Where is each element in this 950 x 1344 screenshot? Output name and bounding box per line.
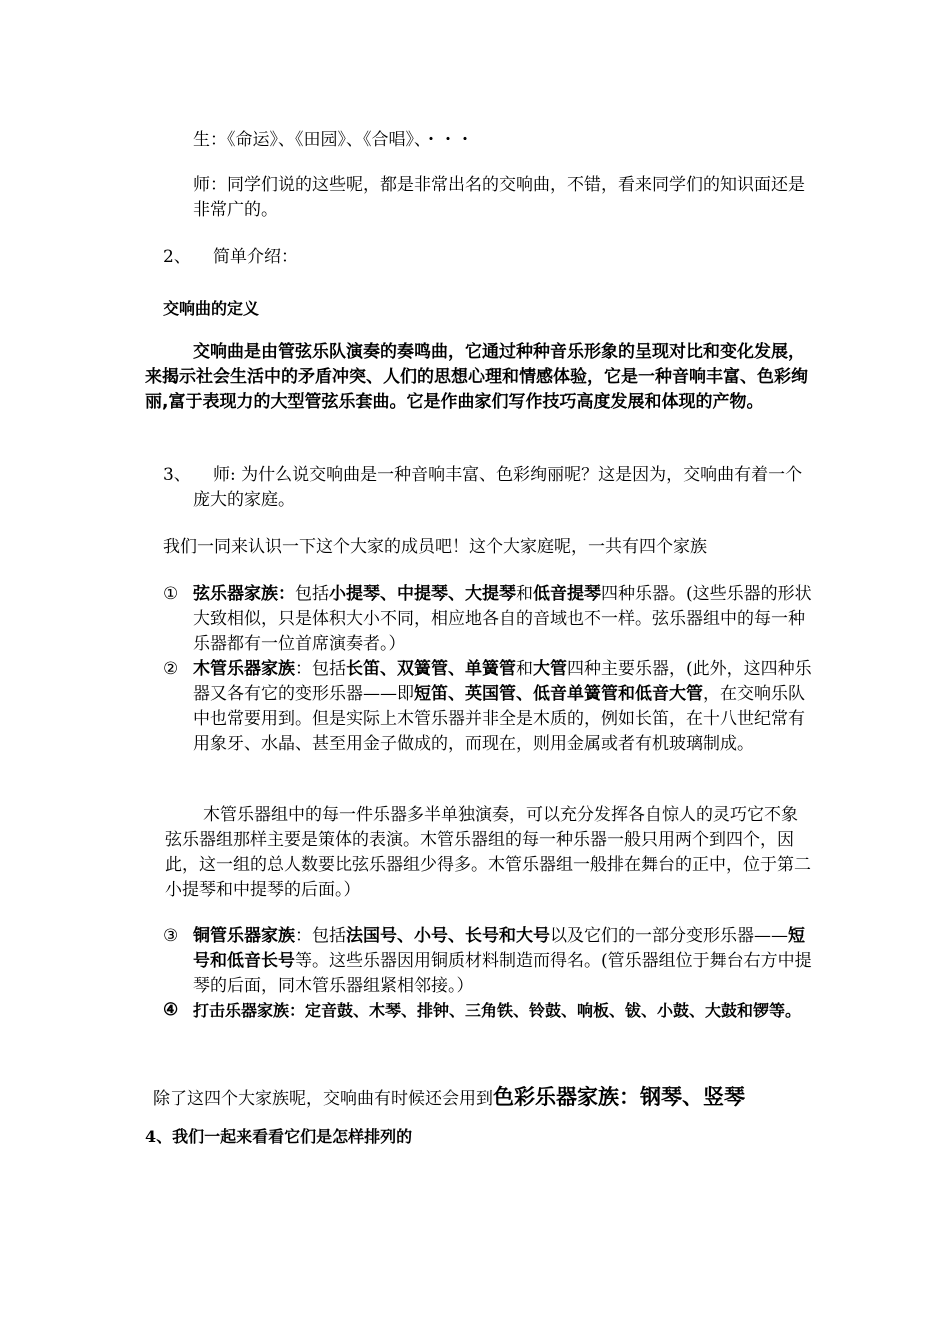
family-2-instruments: 长笛、双簧管、单簧管 [346,659,516,679]
family-2-desc: 四种主要乐器，(此外，这四种乐器又各有它的变形乐器——即 [193,659,812,704]
family-1-instruments: 小提琴、中提琴、大提琴 [329,584,516,604]
family-2-text [193,657,813,757]
family-1-bass: 低音提琴 [533,584,601,604]
color-family-title: 色彩乐器家族：钢琴、竖琴 [493,1084,745,1109]
definition-text: 交响曲是由管弦乐队演奏的奏鸣曲，它通过种种音乐形象的呈现对比和变化发展，来揭示社会生活中的矛盾冲突、人们的思想心理和情感体验，它是一种音响丰富、色彩绚丽,富于表现力的大型管弦乐套曲。它是作曲家们写作技巧高度发展和体现的产物。 [145,342,808,412]
family-2-title: 木管乐器家族 [193,659,295,679]
family-3-title: 铜管乐器家族 [193,926,295,946]
section-3-number: 3、 [163,465,191,485]
woodwind-note: 木管乐器组中的每一件乐器多半单独演奏，可以充分发挥各自惊人的灵巧它不象弦乐器组那样主要是策体的表演。木管乐器组的每一种乐器一般只用两个到四个，因此，这一组的总人数要比弦乐器组少得多。木管乐器组一般排在舞台的正中，位于第二小提琴和中提琴的后面。） [165,805,811,900]
family-3-text-b: 以及它们的一部分变形乐器—— [550,926,788,946]
family-2-desc-2: ，在交响乐队中也常要用到。但是实际上木管乐器并非全是木质的，例如长笛，在十八世纪常有用象牙、水晶、甚至用金子做成的，而现在，则用金属或者有机玻璃制成。 [193,684,805,754]
family-3-instruments: 法国号、小号、长号和大号 [346,926,550,946]
family-3-desc: 等。这些乐器因用铜质材料制造而得名。(管乐器组位于舞台右方中提琴的后面，同木管乐器组紧相邻接。） [193,951,812,996]
family-2-number: ② [163,659,179,679]
family-2-text-a: ：包括 [295,659,346,679]
family-4-number: ④ [163,1000,179,1020]
family-2-and: 和 [516,659,533,679]
families-intro: 我们一同来认识一下这个大家的成员吧！这个大家庭呢，一共有四个家族 [163,537,707,557]
family-2-variants: 短笛、英国管、低音单簧管和低音大管 [414,684,703,704]
family-1-number: ① [163,584,179,604]
section-2-number: 2、 [163,247,191,267]
student-line: 生：《命运》、《田园》、《合唱》、・・・ [193,130,474,150]
section-3-text: 师: 为什么说交响曲是一种音响丰富、色彩绚丽呢？这是因为，交响曲有着一个庞大的家庭。 [193,465,803,510]
family-1-desc: 四种乐器。(这些乐器的形状大致相似，只是体积大小不同，相应地各自的音域也不一样。弦乐器组中的每一种乐器都有一位首席演奏者。） [193,584,812,654]
family-3-text [193,924,813,999]
definition-heading: 交响曲的定义 [163,299,260,318]
family-1-text-a: 包括 [295,584,329,604]
family-1-title: 弦乐器家族： [193,584,295,604]
family-3-text-a: ：包括 [295,926,346,946]
teacher-comment: 师：同学们说的这些呢，都是非常出名的交响曲，不错，看来同学们的知识面还是非常广的。 [193,175,805,220]
color-family-intro: 除了这四个大家族呢，交响曲有时候还会用到 [153,1089,493,1109]
family-3-variants: 短号和低音长号 [193,926,805,971]
family-1-and: 和 [516,584,533,604]
family-3-number: ③ [163,926,179,946]
family-2-bassoon: 大管 [533,659,567,679]
section-2-title: 简单介绍： [213,247,298,267]
section-4-title: 4、我们一起来看看它们是怎样排列的 [145,1127,413,1146]
family-4-text: 打击乐器家族：定音鼓、木琴、排钟、三角铁、铃鼓、响板、钹、小鼓、大鼓和锣等。 [193,1001,802,1020]
family-1-text [193,582,813,657]
color-family-line [153,1084,823,1112]
